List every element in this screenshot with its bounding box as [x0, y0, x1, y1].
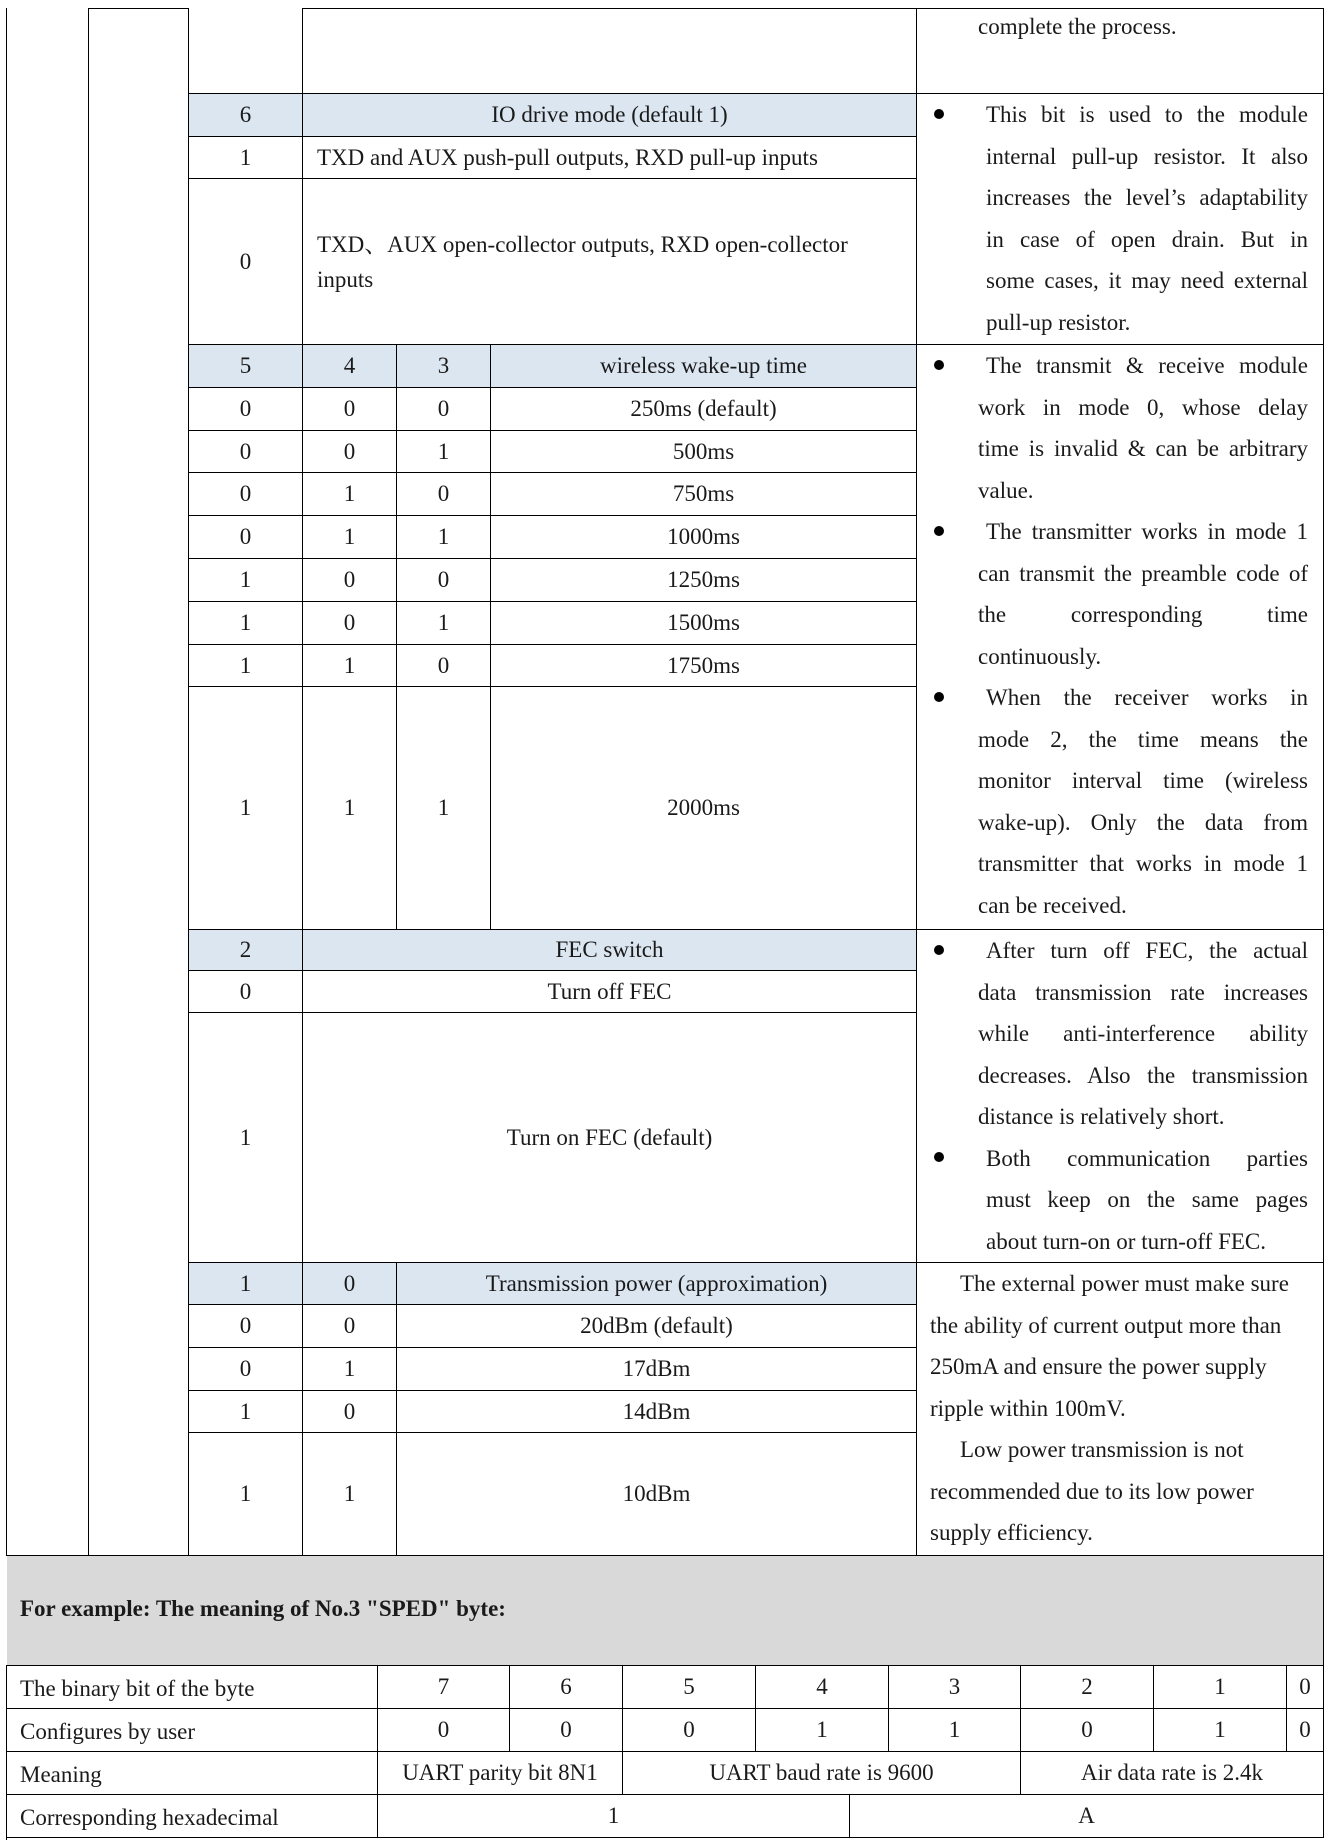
- row-label: Meaning: [20, 1762, 102, 1787]
- bullet-icon: [934, 109, 944, 119]
- io-drive-value: 0: [239, 248, 252, 274]
- bullet-icon: [934, 692, 944, 702]
- io-drive-bit: 6: [189, 94, 302, 136]
- io-drive-text: TXD and AUX push-pull outputs, RXD pull-up inputs: [317, 144, 818, 170]
- row-label: Configures by user: [20, 1719, 196, 1744]
- fec-title: FEC switch: [303, 930, 916, 970]
- wakeup-bit-header: 3: [397, 345, 490, 387]
- fec-bit: 2: [189, 930, 302, 970]
- power-bit-header: 0: [303, 1263, 396, 1304]
- example-heading: For example: The meaning of No.3 "SPED" byte:: [20, 1596, 506, 1621]
- bullet-icon: [934, 360, 944, 370]
- fec-text: Turn on FEC (default): [506, 1124, 713, 1150]
- fec-text: Turn off FEC: [547, 978, 672, 1004]
- io-drive-text: TXD、AUX open-collector outputs, RXD open-collector: [317, 232, 848, 257]
- power-bit-header: 1: [189, 1263, 302, 1304]
- io-drive-text: inputs: [317, 267, 374, 292]
- io-drive-description: This bit is used to the module internal pull-up resistor. It also increases the level’s adaptability in case of open drain. But in some cases, it may need external pull-up resistor.: [986, 102, 1308, 335]
- power-title: Transmission power (approximation): [397, 1263, 916, 1304]
- wakeup-title: wireless wake-up time: [491, 345, 916, 387]
- fec-value: 1: [239, 1124, 252, 1150]
- io-drive-value: 1: [239, 144, 252, 170]
- wakeup-description: The transmit & receive module work in mode 0, whose delay time is invalid & can be arbitrary value. The transmitter works in mode 1 can transmit the preamble code of the corresponding time continuously. When the receiver works in mode 2, the time means the monitor interval time (wireless wake-up). Only the data from transmitter that works in mode 1 can be received.: [978, 353, 1308, 918]
- top-note: complete the process.: [978, 14, 1177, 39]
- power-description: The external power must make sure the ability of current output more than 250mA and ensure the power supply ripple within 100mV. Low power transmission is not recommended due to its low power supply efficiency.: [930, 1271, 1289, 1545]
- fec-value: 0: [239, 978, 252, 1004]
- fec-description: After turn off FEC, the actual data transmission rate increases while anti-interference ability decreases. Also the transmission distance is relatively short. Both communication parties must keep on the same pages about turn-on or turn-off FEC.: [978, 938, 1308, 1254]
- row-label: Corresponding hexadecimal: [20, 1805, 279, 1830]
- io-drive-title: IO drive mode (default 1): [303, 94, 916, 136]
- bullet-icon: [934, 1152, 944, 1162]
- wakeup-bit-header: 5: [189, 345, 302, 387]
- wakeup-bit-header: 4: [303, 345, 396, 387]
- bullet-icon: [934, 526, 944, 536]
- bullet-icon: [934, 945, 944, 955]
- row-label: The binary bit of the byte: [20, 1676, 255, 1701]
